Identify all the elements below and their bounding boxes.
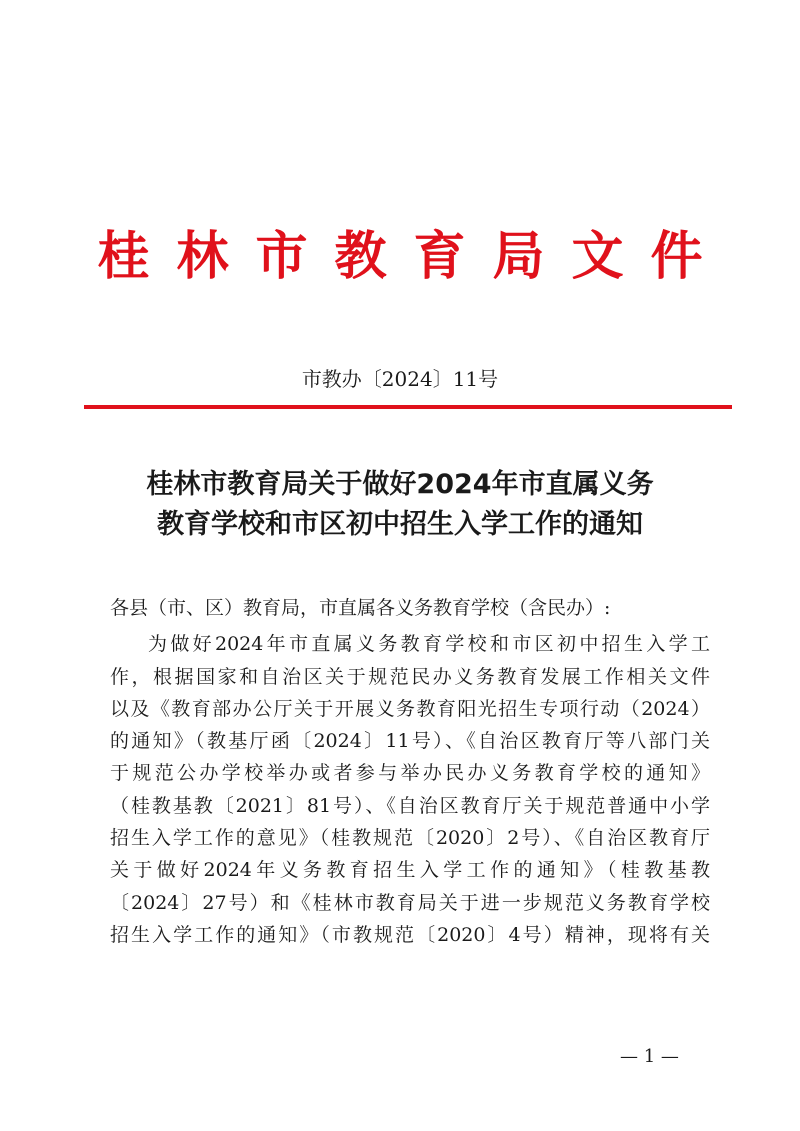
red-divider-line xyxy=(84,405,732,409)
body-line: 为做好2024年市直属义务教育学校和市区初中招生入学工 xyxy=(148,633,710,656)
body-line: 于规范公办学校举办或者参与举办民办义务教育学校的通知》 xyxy=(110,762,710,785)
document-title-line-1: 桂林市教育局关于做好2024年市直属义务 xyxy=(146,469,654,500)
body-line: 的通知》（教基厅函〔2024〕11号）、《自治区教育厅等八部门关 xyxy=(110,730,710,753)
document-masthead: 桂林市教育局文件 xyxy=(97,227,730,287)
body-line: 作，根据国家和自治区关于规范民办义务教育发展工作相关文件 xyxy=(110,665,710,688)
body-line: 以及《教育部办公厅关于开展义务教育阳光招生专项行动（2024） xyxy=(110,697,710,720)
body-line: （桂教基教〔2021〕81号）、《自治区教育厅关于规范普通中小学 xyxy=(110,794,710,817)
body-line: 〔2024〕27号）和《桂林市教育局关于进一步规范义务教育学校 xyxy=(110,891,710,914)
document-body xyxy=(110,592,710,951)
body-line: 招生入学工作的意见》（桂教规范〔2020〕2号）、《自治区教育厅 xyxy=(110,827,710,850)
document-title xyxy=(60,465,740,545)
document-number: 市教办〔2024〕11号 xyxy=(301,367,499,391)
page-number: — 1 — xyxy=(620,1046,679,1067)
salutation: 各县（市、区）教育局，市直属各义务教育学校（含民办）: xyxy=(110,597,611,619)
body-line: 招生入学工作的通知》（市教规范〔2020〕4号）精神，现将有关 xyxy=(110,923,710,946)
body-line: 关于做好2024年义务教育招生入学工作的通知》（桂教基教 xyxy=(110,859,710,882)
document-title-line-2: 教育学校和市区初中招生入学工作的通知 xyxy=(157,509,643,540)
